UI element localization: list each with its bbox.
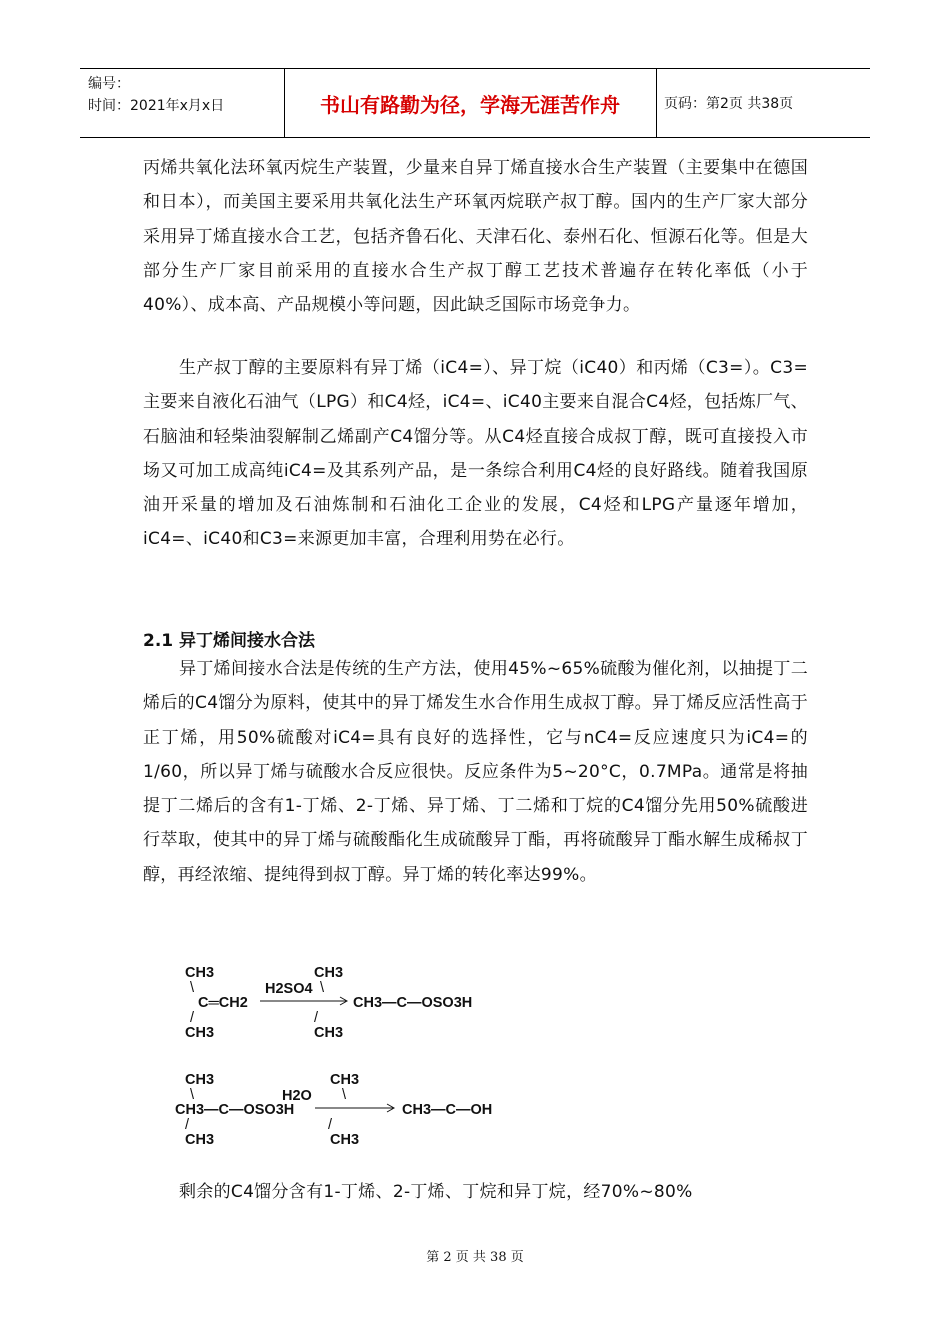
bond-upper: \: [190, 980, 195, 996]
page-footer: 第 2 页 共 38 页: [426, 1250, 524, 1265]
reactant: C═CH2: [198, 995, 248, 1011]
serial-label: 编号：: [88, 76, 130, 92]
bond-upper: \: [190, 1087, 195, 1103]
paragraph-4: [143, 1175, 808, 1209]
reagent-label: H2O: [282, 1088, 312, 1104]
bond-lower: /: [185, 1117, 190, 1133]
product: CH3—C—OSO3H: [353, 995, 473, 1011]
paragraph-1: [143, 151, 808, 322]
ch3-top: CH3: [185, 1072, 215, 1088]
paragraph-text: 异丁烯间接水合法是传统的生产方法，使用45%~65%硫酸为催化剂，以抽提丁二烯后的C4馏分为原料，使其中的异丁烯发生水合作用生成叔丁醇。异丁烯反应活性高于正丁烯，用50%硫酸对iC4=具有良好的选择性，它与nC4=反应速度只为iC4=的1/60，所以异丁烯与硫酸水合反应很快。反应条件为5~20°C，0.7MPa。通常是将抽提丁二烯后的含有1-丁烯、2-丁烯、异丁烯、丁二烯和丁烷的C4馏分先用50%硫酸进行萃取，使其中的异丁烯与硫酸酯化生成硫酸异丁酯，再将硫酸异丁酯水解生成稀叔丁醇，再经浓缩、提纯得到叔丁醇。异丁烯的转化率达99%。: [143, 659, 808, 885]
paragraph-text: 丙烯共氧化法环氧丙烷生产装置，少量来自异丁烯直接水合生产装置（主要集中在德国和日本），而美国主要采用共氧化法生产环氧丙烷联产叔丁醇。国内的生产厂家大部分采用异丁烯直接水合工艺，包括齐鲁石化、天津石化、泰州石化、恒源石化等。但是大部分生产厂家目前采用的直接水合生产叔丁醇工艺技术普遍存在转化率低（小于40%）、成本高、产品规模小等问题，因此缺乏国际市场竞争力。: [143, 158, 808, 316]
product-bond-lower: /: [314, 1010, 319, 1026]
product-ch3-bottom: CH3: [330, 1132, 360, 1148]
header-meta: [88, 73, 284, 117]
page-header: [80, 68, 870, 138]
reaction-arrow: [315, 1102, 397, 1114]
reactant: CH3—C—OSO3H: [175, 1102, 295, 1118]
header-divider: [656, 69, 657, 137]
product-ch3-top: CH3: [314, 965, 344, 981]
time-label: 时间：2021年x月x日: [88, 98, 225, 114]
product-bond-upper: \: [342, 1087, 347, 1103]
section-heading: 2.1 异丁烯间接水合法: [143, 631, 316, 651]
product-bond-lower: /: [328, 1117, 333, 1133]
paragraph-text: 剩余的C4馏分含有1-丁烯、2-丁烯、丁烷和异丁烷，经70%~80%: [179, 1182, 693, 1202]
bond-lower: /: [190, 1010, 195, 1026]
ch3-bottom: CH3: [185, 1132, 215, 1148]
paragraph-text: 生产叔丁醇的主要原料有异丁烯（iC4=）、异丁烷（iC40）和丙烯（C3=）。C3=主要来自液化石油气（LPG）和C4烃，iC4=、iC40主要来自混合C4烃，包括炼厂气、石脑油和轻柴油裂解制乙烯副产C4馏分等。从C4烃直接合成叔丁醇，既可直接投入市场又可加工成高纯iC4=及其系列产品，是一条综合利用C4烃的良好路线。随着我国原油开采量的增加及石油炼制和石油化工企业的发展，C4烃和LPG产量逐年增加，iC4=、iC40和C3=来源更加丰富，合理利用势在必行。: [143, 358, 808, 550]
header-page-label: 页码：第2页 共38页: [664, 96, 794, 112]
product-bond-upper: \: [320, 980, 325, 996]
product-ch3-top: CH3: [330, 1072, 360, 1088]
ch3-top: CH3: [185, 965, 215, 981]
product: CH3—C—OH: [402, 1102, 493, 1118]
ch3-bottom: CH3: [185, 1025, 215, 1041]
reaction-arrow: [260, 995, 350, 1007]
reagent-label: H2SO4: [265, 981, 313, 997]
paragraph-3: [143, 652, 808, 892]
paragraph-2: [143, 351, 808, 557]
header-motto: 书山有路勤为径，学海无涯苦作舟: [320, 92, 620, 117]
product-ch3-bottom: CH3: [314, 1025, 344, 1041]
